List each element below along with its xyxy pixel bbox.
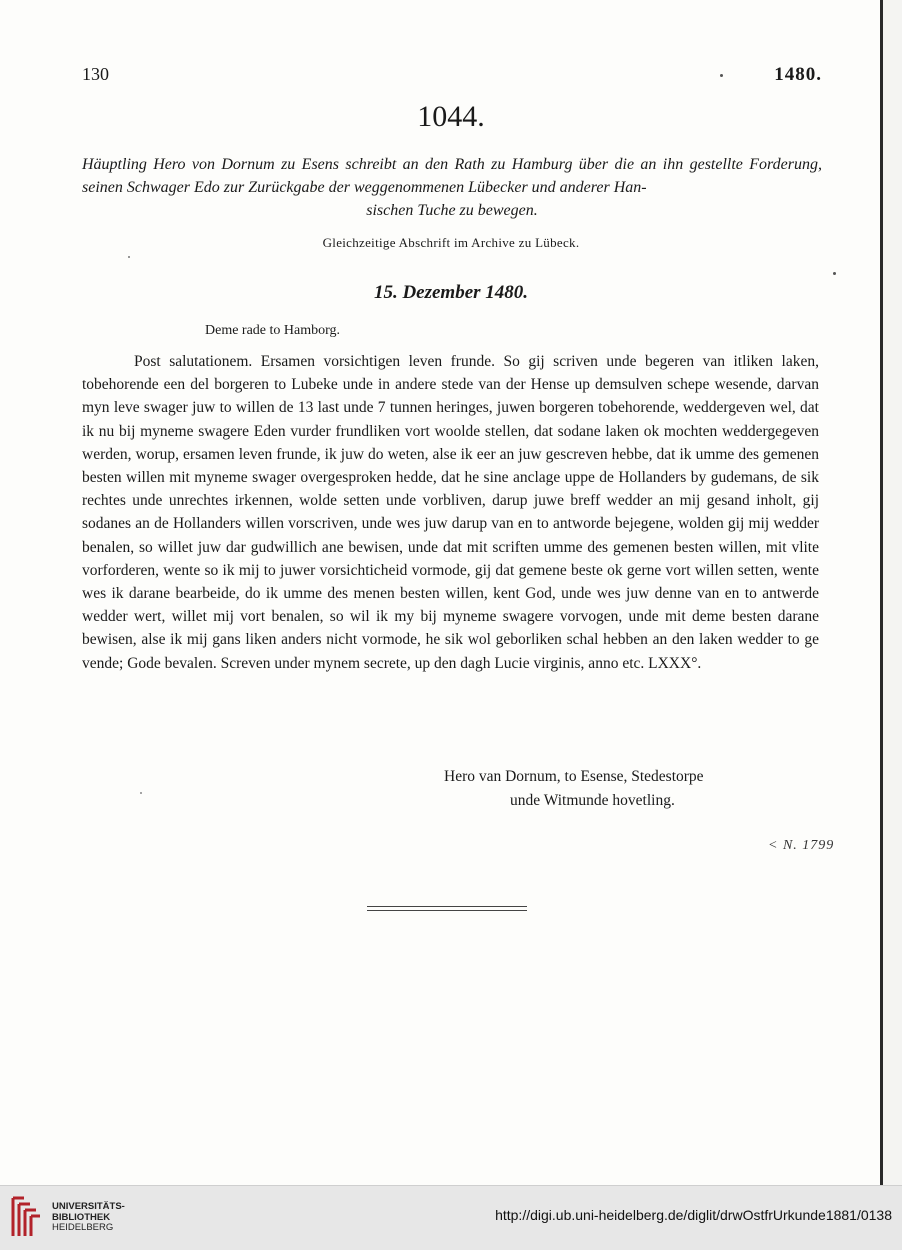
signature-line: Hero van Dornum, to Esense, Stedestorpe — [444, 768, 704, 785]
body-line: des gemenen besten willen mit myneme swager overgesproken hedde, dat he sine anclage uppe — [82, 445, 819, 487]
body-line: unde wes juw darup van en to antworde bejegene, wolden gij mij wedder benalen, so willet juw — [82, 515, 819, 556]
body-line: worup, ersamen leven frunde, ik juw do weten, alse ik eer an juw gescreven hebbe, dat ik umme — [135, 445, 739, 463]
running-header — [82, 64, 822, 88]
body-line: LXXX°. — [648, 654, 702, 672]
dust-speck — [128, 256, 130, 258]
source-note: Gleichzeitige Abschrift im Archive zu Lübeck. — [322, 235, 580, 250]
viewer-footer — [0, 1185, 902, 1250]
letter-address: Deme rade to Hamborg. — [205, 323, 341, 338]
body-line: vende; Gode bevalen. Screven under mynem secrete, up den dagh Lucie virginis, anno etc. — [82, 654, 649, 672]
body-line: Post salutationem. Ersamen vorsichtigen leven frunde. So gij scriven unde begeren van — [134, 353, 734, 370]
summary-line: Häuptling Hero von Dornum zu Esens schreibt an den Rath zu Hamburg über die an ihn gestellte — [82, 156, 750, 173]
body-line: vorforderen, wente so ik mij to juwer vorsichticheid vormode, gij dat gemene beste ok gerne — [82, 561, 666, 579]
dust-speck — [140, 792, 142, 794]
dust-speck — [720, 74, 723, 77]
body-line: de Hollanders by gudemans, de sik rechtes unde unrechtes irkennen, wolde setten unde vorbliven, — [82, 469, 819, 510]
body-line: my bij myneme swagere vorvogen, unde mit deme besten darane bewisen, alse ik mij gans — [82, 608, 819, 649]
page-edge-shadow — [883, 0, 902, 1185]
body-line: God, unde wes juw denne van en to antwerde wedder wert, willet mij vort benalen, so wil ik — [82, 585, 819, 626]
handwritten-archive-note: < N. 1799 — [768, 838, 835, 853]
dust-speck — [833, 272, 836, 275]
page-edge-line — [880, 0, 883, 1185]
body-line: dar gudwillich ane bewisen, unde dat mit scriften umme des gemenen besten willen, mit vlite — [226, 538, 819, 556]
library-name-line: HEIDELBERG — [52, 1222, 114, 1233]
library-name-line: UNIVERSITÄTS- — [52, 1201, 125, 1212]
document-summary — [82, 153, 822, 222]
signature-line: unde Witmunde hovetling. — [510, 792, 675, 809]
summary-line: Forderung, seinen Schwager Edo zur Zurückgabe der weggenommenen Lübecker und anderer Han- — [82, 156, 822, 196]
body-line: vort willen setten, wente wes ik darane bearbeide, do ik umme des menen besten willen, kent — [82, 561, 819, 603]
letter-body — [82, 350, 819, 675]
running-year: 1480. — [774, 64, 822, 85]
university-library-logo-icon[interactable] — [10, 1196, 42, 1238]
body-line: liken anders nicht vormode, he sik wol geborliken schal hebben an den laken wedder to ge — [245, 631, 819, 649]
library-name[interactable] — [52, 1202, 125, 1234]
end-rule — [367, 906, 527, 907]
page-number: 130 — [82, 64, 109, 84]
body-line: darup juwe breff wedder an mij gesand inholt, gij sodanes an de Hollanders willen vorscriven, — [82, 492, 819, 533]
document-date: 15. Dezember 1480. — [373, 282, 529, 303]
body-line: itliken laken, tobehorende een del borgeren to Lubeke unde in andere stede van der Hense up — [82, 353, 819, 394]
body-line: vurder frundliken vort woolde stellen, dat sodane laken ok mochten weddergegeven werden, — [82, 422, 820, 463]
body-line: demsulven schepe wesende, darvan myn leve swager juw to willen de 13 last unde 7 tunnen — [82, 376, 819, 417]
permalink-url[interactable]: http://digi.ub.uni-heidelberg.de/diglit/drwOstfrUrkunde1881/0138 — [495, 1207, 892, 1223]
document-number: 1044. — [417, 100, 485, 133]
body-line: heringes, juwen borgeren tobehorende, weddergeven wel, dat ik nu bij myneme swagere Eden — [82, 399, 819, 440]
end-rule — [367, 910, 527, 911]
summary-line: sischen Tuche zu bewegen. — [366, 202, 538, 219]
library-name-line: BIBLIOTHEK — [52, 1211, 111, 1223]
